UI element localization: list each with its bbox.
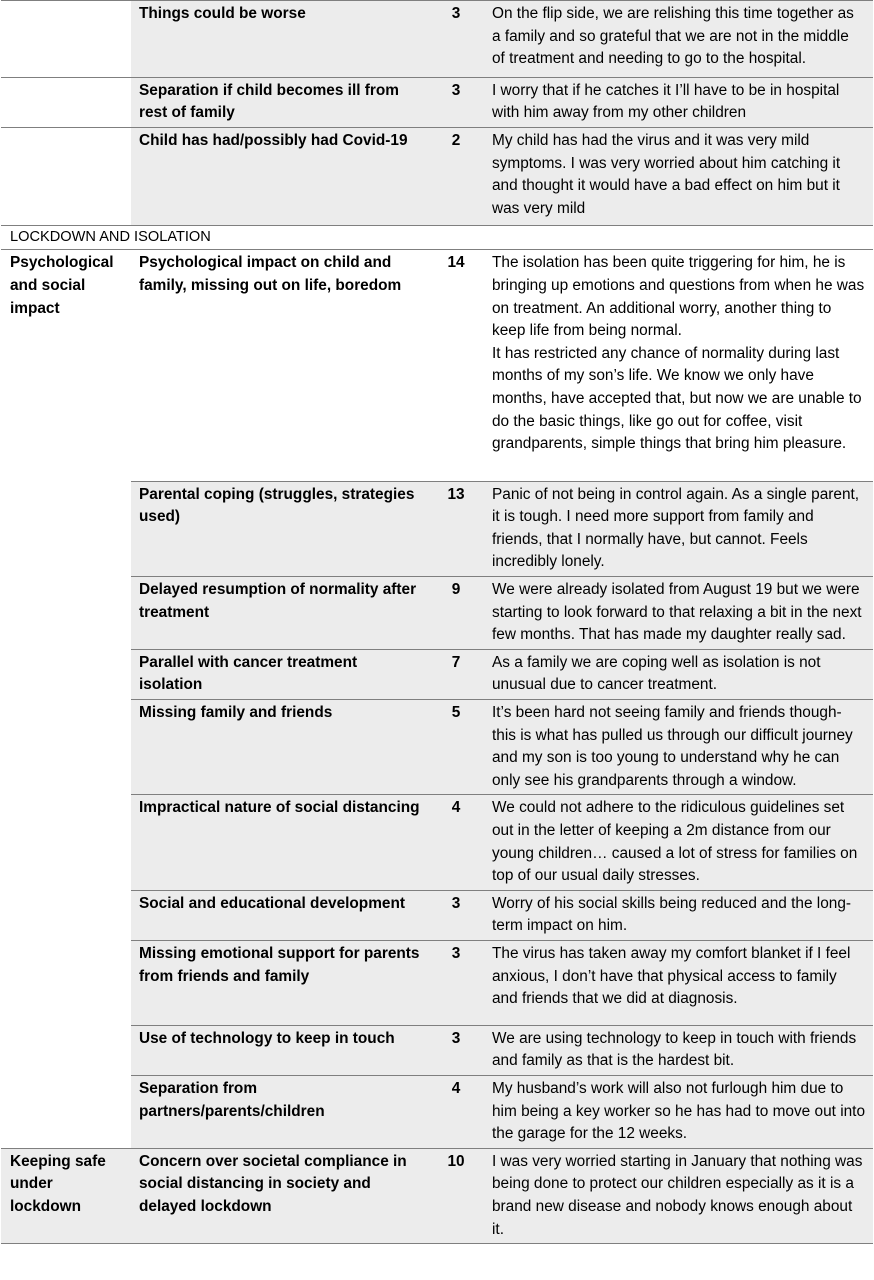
subtheme-cell: Child has had/possibly had Covid-19 — [131, 127, 431, 225]
theme-cell: Psychological and social impact — [1, 250, 131, 1148]
quote-cell: Panic of not being in control again. As a single parent, it is tough. I need more support from family and friends, that I normally have, but cannot. Feels incredibly lonely. — [489, 481, 873, 576]
count-cell: 3 — [431, 1025, 489, 1075]
table-row — [1, 890, 873, 940]
table-row — [1, 940, 873, 1025]
count-cell: 10 — [431, 1148, 489, 1243]
table-row — [1, 1, 873, 78]
quote-text: The isolation has been quite triggering for him, he is bringing up emotions and questions from when he was on treatment. An additional worry, another thing to keep life from being normal. — [492, 254, 865, 340]
subtheme-cell: Missing family and friends — [131, 700, 431, 795]
count-cell: 2 — [431, 127, 489, 225]
quote-cell: It’s been hard not seeing family and friends though-this is what has pulled us through our difficult journey and my son is too young to understand why he can only see his grandparents through a window. — [489, 700, 873, 795]
count-cell: 4 — [431, 795, 489, 890]
subtheme-cell: Separation if child becomes ill from rest of family — [131, 77, 431, 127]
count-cell: 3 — [431, 77, 489, 127]
count-cell: 14 — [431, 250, 489, 481]
count-cell: 7 — [431, 649, 489, 699]
table-row — [1, 127, 873, 225]
subtheme-cell: Impractical nature of social distancing — [131, 795, 431, 890]
quote-cell: I worry that if he catches it I’ll have to be in hospital with him away from my other children — [489, 77, 873, 127]
theme-cell — [1, 1, 131, 78]
subtheme-cell: Separation from partners/parents/children — [131, 1075, 431, 1148]
table-row — [1, 481, 873, 576]
quote-cell: My child has had the virus and it was very mild symptoms. I was very worried about him catching it and thought it would have a bad effect on him but it was very mild — [489, 127, 873, 225]
subtheme-cell: Psychological impact on child and family, missing out on life, boredom — [131, 250, 431, 481]
count-cell: 3 — [431, 890, 489, 940]
table-row — [1, 1075, 873, 1148]
quote-cell: As a family we are coping well as isolation is not unusual due to cancer treatment. — [489, 649, 873, 699]
table-row — [1, 577, 873, 650]
section-heading-row — [1, 226, 873, 250]
quote-text: It has restricted any chance of normality during last months of my son’s life. We know we only have months, have accepted that, but now we are unable to do the basic things, like go out for coffee, visit grandparents, simple things that bring him pleasure. — [492, 344, 862, 453]
table-row — [1, 649, 873, 699]
quote-cell: I was very worried starting in January that nothing was being done to protect our children especially as it is a brand new disease and nobody knows enough about it. — [489, 1148, 873, 1243]
table-row — [1, 1025, 873, 1075]
subtheme-cell: Concern over societal compliance in social distancing in society and delayed lockdown — [131, 1148, 431, 1243]
subtheme-cell: Social and educational development — [131, 890, 431, 940]
themes-table — [1, 0, 873, 1244]
count-cell: 5 — [431, 700, 489, 795]
table-row — [1, 250, 873, 481]
quote-cell: My husband’s work will also not furlough him due to him being a key worker so he has had to move out into the garage for the 12 weeks. — [489, 1075, 873, 1148]
quote-cell: We were already isolated from August 19 but we were starting to look forward to that relaxing a bit in the next few months. That has made my daughter really sad. — [489, 577, 873, 650]
quote-cell: We are using technology to keep in touch with friends and family as that is the hardest bit. — [489, 1025, 873, 1075]
count-cell: 3 — [431, 940, 489, 1025]
subtheme-cell: Delayed resumption of normality after treatment — [131, 577, 431, 650]
quote-cell: On the flip side, we are relishing this time together as a family and so grateful that we are not in the middle of treatment and needing to go to the hospital. — [489, 1, 873, 78]
subtheme-cell: Parallel with cancer treatment isolation — [131, 649, 431, 699]
theme-cell — [1, 127, 131, 225]
theme-cell: Keeping safe under lockdown — [1, 1148, 131, 1243]
quote-cell: We could not adhere to the ridiculous guidelines set out in the letter of keeping a 2m distance from our young children… caused a lot of stress for families on top of our usual daily stresses. — [489, 795, 873, 890]
table-row — [1, 77, 873, 127]
section-heading: LOCKDOWN AND ISOLATION — [1, 226, 873, 250]
subtheme-cell: Parental coping (struggles, strategies used) — [131, 481, 431, 576]
quote-cell — [489, 250, 873, 481]
subtheme-cell: Use of technology to keep in touch — [131, 1025, 431, 1075]
count-cell: 13 — [431, 481, 489, 576]
quote-cell: The virus has taken away my comfort blanket if I feel anxious, I don’t have that physical access to family and friends that we did at diagnosis. — [489, 940, 873, 1025]
count-cell: 3 — [431, 1, 489, 78]
table-row — [1, 1148, 873, 1243]
count-cell: 9 — [431, 577, 489, 650]
table-bottom-rule — [1, 1244, 873, 1245]
quote-cell: Worry of his social skills being reduced and the long-term impact on him. — [489, 890, 873, 940]
count-cell: 4 — [431, 1075, 489, 1148]
subtheme-cell: Missing emotional support for parents from friends and family — [131, 940, 431, 1025]
table-row — [1, 700, 873, 795]
theme-cell — [1, 77, 131, 127]
table-row — [1, 795, 873, 890]
subtheme-cell: Things could be worse — [131, 1, 431, 78]
